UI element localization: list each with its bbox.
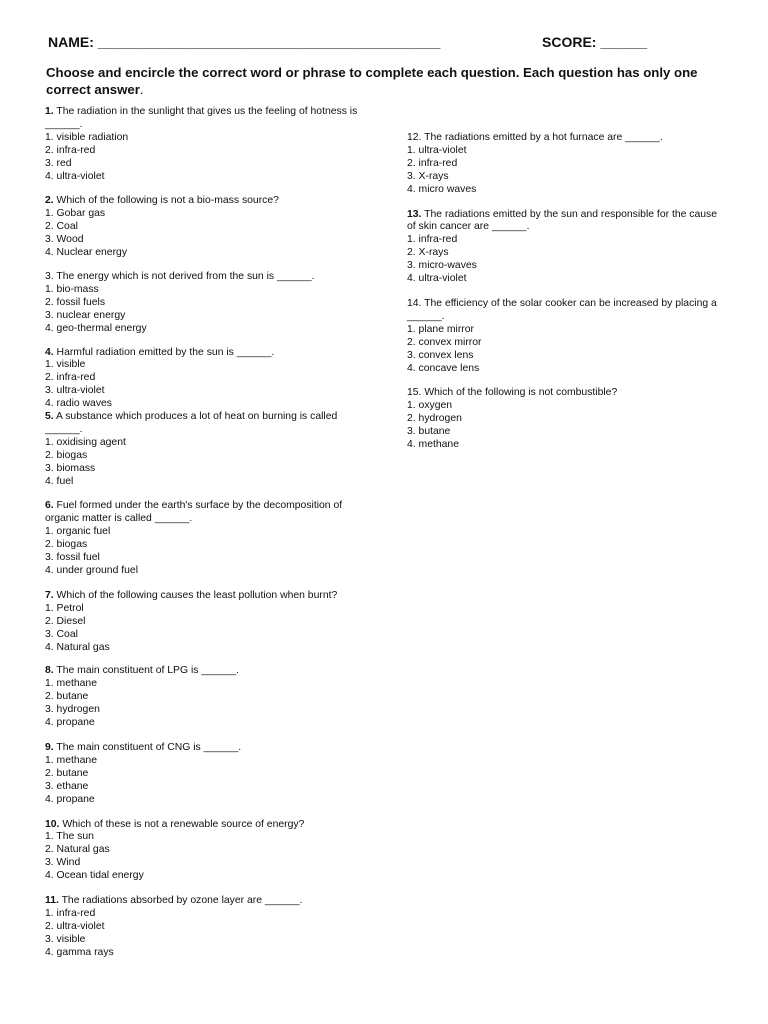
question-text: [407, 387, 725, 400]
question-text: [45, 195, 375, 208]
question-prompt: The radiations emitted by the sun and responsible for the cause of skin cancer are ______.: [407, 208, 717, 233]
question-text: [45, 665, 375, 678]
question-prompt: Fuel formed under the earth's surface by the decomposition of organic matter is called ______.: [45, 500, 343, 525]
question-number: 11.: [45, 895, 59, 907]
question-text: [407, 298, 725, 324]
question-text: [45, 590, 375, 603]
answer-option[interactable]: 4. propane: [45, 793, 95, 805]
answer-options: [45, 208, 375, 260]
answer-option[interactable]: 4. fuel: [45, 475, 74, 487]
question-number: 5.: [45, 411, 54, 423]
answer-option[interactable]: 4. under ground fuel: [45, 565, 139, 576]
answer-option[interactable]: 2. fossil fuels: [45, 296, 106, 308]
answer-option[interactable]: 3. visible: [45, 933, 86, 945]
answer-option[interactable]: 4. Natural gas: [45, 641, 110, 653]
answer-option[interactable]: 2. butane: [45, 691, 89, 703]
question-number: 3.: [45, 270, 54, 282]
answer-option[interactable]: 3. Wood: [45, 234, 84, 246]
question-12: [407, 132, 725, 197]
answer-options: [45, 132, 375, 184]
answer-options: [45, 284, 375, 336]
question-4: [45, 347, 375, 412]
answer-option[interactable]: 1. plane mirror: [407, 323, 474, 335]
answer-option[interactable]: 1. oxygen: [407, 400, 453, 412]
question-prompt: Harmful radiation emitted by the sun is ______.: [53, 346, 275, 358]
question-prompt: A substance which produces a lot of heat on burning is called ______.: [45, 411, 338, 435]
question-text: [407, 132, 725, 145]
right-column: [407, 132, 725, 452]
answer-options: [45, 603, 375, 655]
question-prompt: The radiations emitted by a hot furnace are ______.: [421, 132, 663, 143]
question-text: [45, 411, 375, 437]
question-text: [45, 742, 375, 755]
question-number: 8.: [45, 665, 54, 677]
question-number: 12.: [407, 132, 422, 143]
answer-option[interactable]: 2. biogas: [45, 539, 88, 551]
question-prompt: The radiations absorbed by ozone layer are ______.: [58, 895, 303, 907]
answer-option[interactable]: 4. Nuclear energy: [45, 247, 128, 259]
score-field-label[interactable]: SCORE: ______: [542, 34, 648, 50]
question-8: [45, 665, 375, 730]
question-prompt: Which of the following causes the least pollution when burnt?: [53, 589, 338, 601]
question-number: 13.: [407, 208, 422, 220]
answer-option[interactable]: 2. X-rays: [407, 247, 449, 259]
answer-option[interactable]: 3. convex lens: [407, 349, 474, 361]
answer-option[interactable]: 4. micro waves: [407, 183, 477, 195]
answer-options: [45, 831, 375, 883]
answer-option[interactable]: 1. Gobar gas: [45, 208, 106, 220]
answer-options: [45, 359, 375, 411]
question-number: 15.: [407, 387, 422, 399]
answer-option[interactable]: 4. ultra-violet: [407, 273, 467, 285]
answer-option[interactable]: 3. biomass: [45, 462, 96, 474]
answer-option[interactable]: 3. fossil fuel: [45, 552, 100, 564]
answer-option[interactable]: 1. infra-red: [45, 907, 96, 919]
instructions-tail: .: [139, 82, 144, 97]
question-7: [45, 590, 375, 655]
answer-option[interactable]: 2. Natural gas: [45, 844, 110, 856]
answer-option[interactable]: 4. radio waves: [45, 398, 112, 410]
question-prompt: The efficiency of the solar cooker can be increased by placing a ______.: [407, 297, 717, 322]
question-11: [45, 895, 375, 960]
question-prompt: The energy which is not derived from the sun is ______.: [53, 270, 315, 282]
answer-options: [45, 755, 375, 807]
answer-option[interactable]: 1. Petrol: [45, 602, 84, 614]
question-prompt: Which of these is not a renewable source of energy?: [59, 818, 305, 830]
answer-option[interactable]: 3. Coal: [45, 628, 78, 640]
answer-option[interactable]: 4. gamma rays: [45, 946, 114, 958]
answer-option[interactable]: 2. infra-red: [407, 157, 458, 169]
answer-option[interactable]: 3. X-rays: [407, 170, 449, 182]
question-text: [45, 500, 375, 526]
answer-options: [407, 145, 725, 197]
question-text: [45, 271, 375, 284]
answer-option[interactable]: 2. convex mirror: [407, 336, 482, 348]
answer-option[interactable]: 4. geo-thermal energy: [45, 322, 147, 334]
answer-option[interactable]: 1. visible: [45, 359, 86, 371]
answer-option[interactable]: 1. organic fuel: [45, 526, 111, 538]
question-number: 10.: [45, 818, 60, 830]
answer-option[interactable]: 4. ultra-violet: [45, 170, 105, 182]
question-text: [45, 347, 375, 360]
answer-options: [407, 400, 725, 452]
name-field-label[interactable]: NAME: ____________________________________________: [48, 34, 441, 50]
question-prompt: The radiation in the sunlight that gives us the feeling of hotness is ______.: [45, 106, 358, 130]
answer-option[interactable]: 4. methane: [407, 439, 459, 451]
question-text: [45, 895, 375, 908]
question-number: 4.: [45, 346, 54, 358]
answer-option[interactable]: 2. biogas: [45, 449, 88, 461]
answer-option[interactable]: 3. ethane: [45, 780, 89, 792]
question-prompt: Which of the following is not combustible?: [421, 387, 618, 399]
question-text: [407, 209, 725, 235]
question-3: [45, 271, 375, 336]
answer-option[interactable]: 1. visible radiation: [45, 131, 129, 143]
answer-option[interactable]: 1. The sun: [45, 831, 94, 843]
answer-option[interactable]: 3. nuclear energy: [45, 309, 126, 321]
question-number: 7.: [45, 589, 54, 601]
question-number: 9.: [45, 741, 54, 753]
answer-option[interactable]: 4. concave lens: [407, 362, 480, 374]
answer-options: [45, 437, 375, 489]
question-1: [45, 106, 375, 183]
question-number: 6.: [45, 500, 54, 512]
question-number: 2.: [45, 195, 54, 207]
question-text: [45, 819, 375, 832]
answer-option[interactable]: 4. propane: [45, 717, 95, 729]
answer-option[interactable]: 1. bio-mass: [45, 283, 99, 295]
answer-option[interactable]: 3. ultra-violet: [45, 385, 105, 397]
answer-option[interactable]: 4. Ocean tidal energy: [45, 870, 144, 882]
answer-option[interactable]: 2. butane: [45, 767, 89, 779]
answer-option[interactable]: 3. butane: [407, 426, 451, 438]
answer-option[interactable]: 2. Coal: [45, 221, 78, 233]
answer-options: [45, 526, 375, 578]
question-prompt: The main constituent of LPG is ______.: [53, 665, 239, 677]
question-15: [407, 387, 725, 452]
header: [48, 34, 728, 54]
answer-option[interactable]: 2. Diesel: [45, 615, 86, 627]
answer-option[interactable]: 2. ultra-violet: [45, 920, 105, 932]
answer-options: [407, 324, 725, 376]
question-10: [45, 819, 375, 884]
question-2: [45, 195, 375, 260]
answer-option[interactable]: 2. hydrogen: [407, 413, 462, 425]
answer-option[interactable]: 2. infra-red: [45, 372, 96, 384]
question-9: [45, 742, 375, 807]
answer-option[interactable]: 1. methane: [45, 754, 97, 766]
answer-options: [45, 908, 375, 960]
answer-option[interactable]: 1. methane: [45, 678, 97, 690]
answer-option[interactable]: 3. micro-waves: [407, 260, 477, 272]
left-column: [45, 106, 375, 960]
answer-options: [45, 678, 375, 730]
answer-option[interactable]: 1. infra-red: [407, 234, 458, 246]
question-text: [45, 106, 375, 132]
question-6: [45, 500, 375, 577]
question-5: [45, 411, 375, 488]
question-prompt: Which of the following is not a bio-mass source?: [53, 195, 279, 207]
answer-option[interactable]: 3. hydrogen: [45, 704, 100, 716]
question-number: 14.: [407, 297, 422, 309]
answer-option[interactable]: 1. oxidising agent: [45, 436, 126, 448]
instructions: [46, 64, 736, 98]
answer-options: [407, 234, 725, 286]
answer-option[interactable]: 3. red: [45, 157, 72, 169]
question-13: [407, 209, 725, 286]
question-14: [407, 298, 725, 375]
instructions-text: Choose and encircle the correct word or phrase to complete each question. Each question has only one correct answer: [46, 65, 698, 97]
answer-option[interactable]: 1. ultra-violet: [407, 144, 467, 156]
answer-option[interactable]: 3. Wind: [45, 857, 81, 869]
answer-option[interactable]: 2. infra-red: [45, 144, 96, 156]
question-prompt: The main constituent of CNG is ______.: [53, 741, 242, 753]
question-number: 1.: [45, 106, 54, 117]
